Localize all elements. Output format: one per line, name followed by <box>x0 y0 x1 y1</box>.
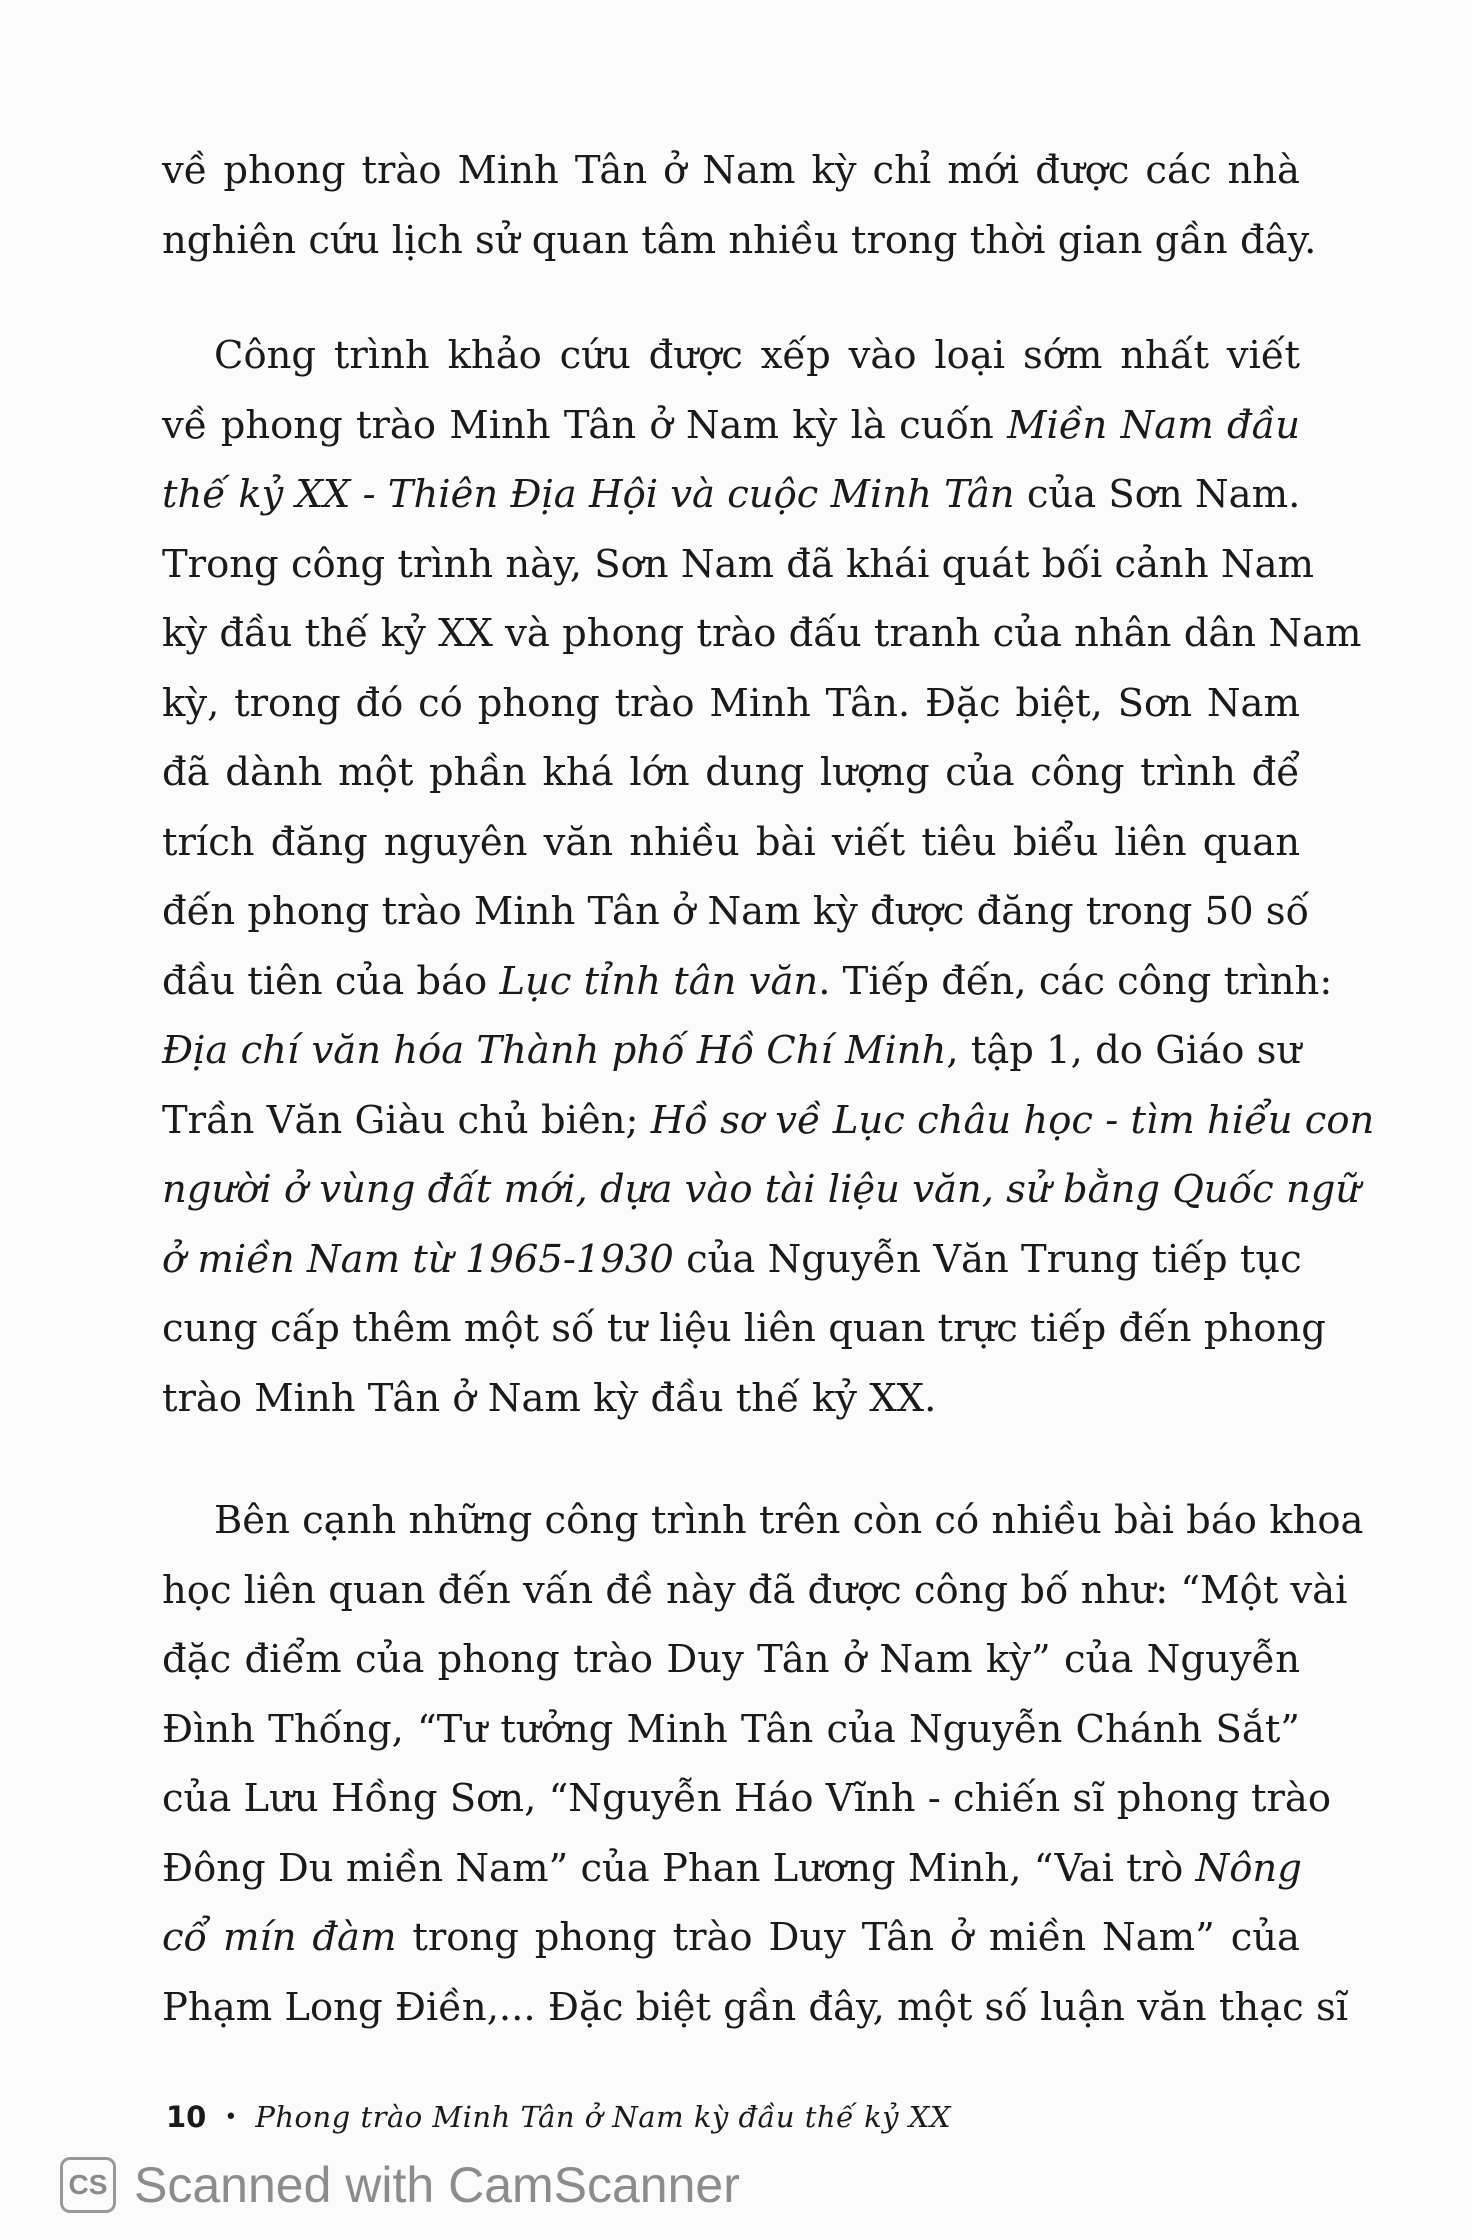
text-line: cung cấp thêm một số tư liệu liên quan trực tiếp đến phong <box>162 1306 1326 1351</box>
text-line: ở miền Nam từ 1965-1930 của Nguyễn Văn Trung tiếp tục <box>162 1236 1302 1282</box>
text-line: cổ mín đàm trong phong trào Duy Tân ở miền Nam” của <box>162 1915 1301 1960</box>
newspaper-title: Lục tỉnh tân văn <box>499 958 819 1004</box>
text-line: về phong trào Minh Tân ở Nam kỳ là cuốn Miền Nam đầu <box>162 402 1301 448</box>
text-line: Đông Du miền Nam” của Phan Lương Minh, “Vai trò Nông <box>162 1845 1302 1891</box>
text-line: của Lưu Hồng Sơn, “Nguyễn Háo Vĩnh - chiến sĩ phong trào <box>162 1776 1332 1821</box>
paragraph-sources <box>162 321 1375 1433</box>
scanner-watermark <box>60 2150 740 2220</box>
text-line: đặc điểm của phong trào Duy Tân ở Nam kỳ” của Nguyễn <box>162 1637 1300 1682</box>
text-line: Công trình khảo cứu được xếp vào loại sớm nhất viết <box>214 333 1300 378</box>
text-line: đã dành một phần khá lớn dung lượng của công trình để <box>162 750 1300 795</box>
running-title: Phong trào Minh Tân ở Nam kỳ đầu thế kỷ XX <box>255 2100 952 2134</box>
book-title: Hồ sơ về Lục châu học - tìm hiểu con <box>650 1097 1375 1143</box>
text-line: Bên cạnh những công trình trên còn có nhiều bài báo khoa <box>214 1498 1364 1543</box>
newspaper-title: Nông <box>1195 1845 1302 1891</box>
text-line: kỳ, trong đó có phong trào Minh Tân. Đặc biệt, Sơn Nam <box>162 680 1300 726</box>
page-footer <box>166 2092 951 2142</box>
bullet-separator: • <box>224 2104 238 2130</box>
newspaper-title: cổ mín đàm <box>162 1915 397 1960</box>
text-line: học liên quan đến vấn đề này đã được công bố như: “Một vài <box>162 1567 1348 1613</box>
book-title: người ở vùng đất mới, dựa vào tài liệu văn, sử bằng Quốc ngữ <box>162 1167 1361 1212</box>
book-title: thế kỷ XX - Thiên Địa Hội và cuộc Minh Tân <box>162 472 1015 517</box>
paragraph-continuation <box>162 136 1317 275</box>
camscanner-logo-icon: CS <box>60 2157 116 2213</box>
book-title: Miền Nam đầu <box>1007 402 1301 448</box>
text-line: Phạm Long Điền,... Đặc biệt gần đây, một số luận văn thạc sĩ <box>162 1984 1349 2030</box>
watermark-text: Scanned with CamScanner <box>134 2157 740 2213</box>
book-title: Địa chí văn hóa Thành phố Hồ Chí Minh <box>162 1028 947 1073</box>
text-line: thế kỷ XX - Thiên Địa Hội và cuộc Minh Tân của Sơn Nam. <box>162 472 1301 517</box>
page-number: 10 <box>166 2100 207 2134</box>
text-line: Trong công trình này, Sơn Nam đã khái quát bối cảnh Nam <box>162 541 1315 587</box>
text-line: Địa chí văn hóa Thành phố Hồ Chí Minh, tập 1, do Giáo sư <box>162 1028 1302 1073</box>
text-line: Đình Thống, “Tư tưởng Minh Tân của Nguyễn Chánh Sắt” <box>162 1706 1300 1752</box>
text-line: về phong trào Minh Tân ở Nam kỳ chỉ mới được các nhà <box>162 148 1300 193</box>
text-line: kỳ đầu thế kỷ XX và phong trào đấu tranh của nhân dân Nam <box>162 611 1362 656</box>
text-line: Trần Văn Giàu chủ biên; Hồ sơ về Lục châu học - tìm hiểu con <box>162 1097 1375 1143</box>
paragraph-articles <box>162 1486 1364 2042</box>
book-title: ở miền Nam từ 1965-1930 <box>162 1236 674 1282</box>
text-line: nghiên cứu lịch sử quan tâm nhiều trong thời gian gần đây. <box>162 217 1317 263</box>
text-line: trích đăng nguyên văn nhiều bài viết tiêu biểu liên quan <box>162 819 1300 865</box>
text-line <box>162 1155 1361 1225</box>
text-line: đến phong trào Minh Tân ở Nam kỳ được đăng trong 50 số <box>162 889 1310 934</box>
text-line: trào Minh Tân ở Nam kỳ đầu thế kỷ XX. <box>162 1375 937 1421</box>
text-line: đầu tiên của báo Lục tỉnh tân văn. Tiếp đến, các công trình: <box>162 958 1333 1004</box>
